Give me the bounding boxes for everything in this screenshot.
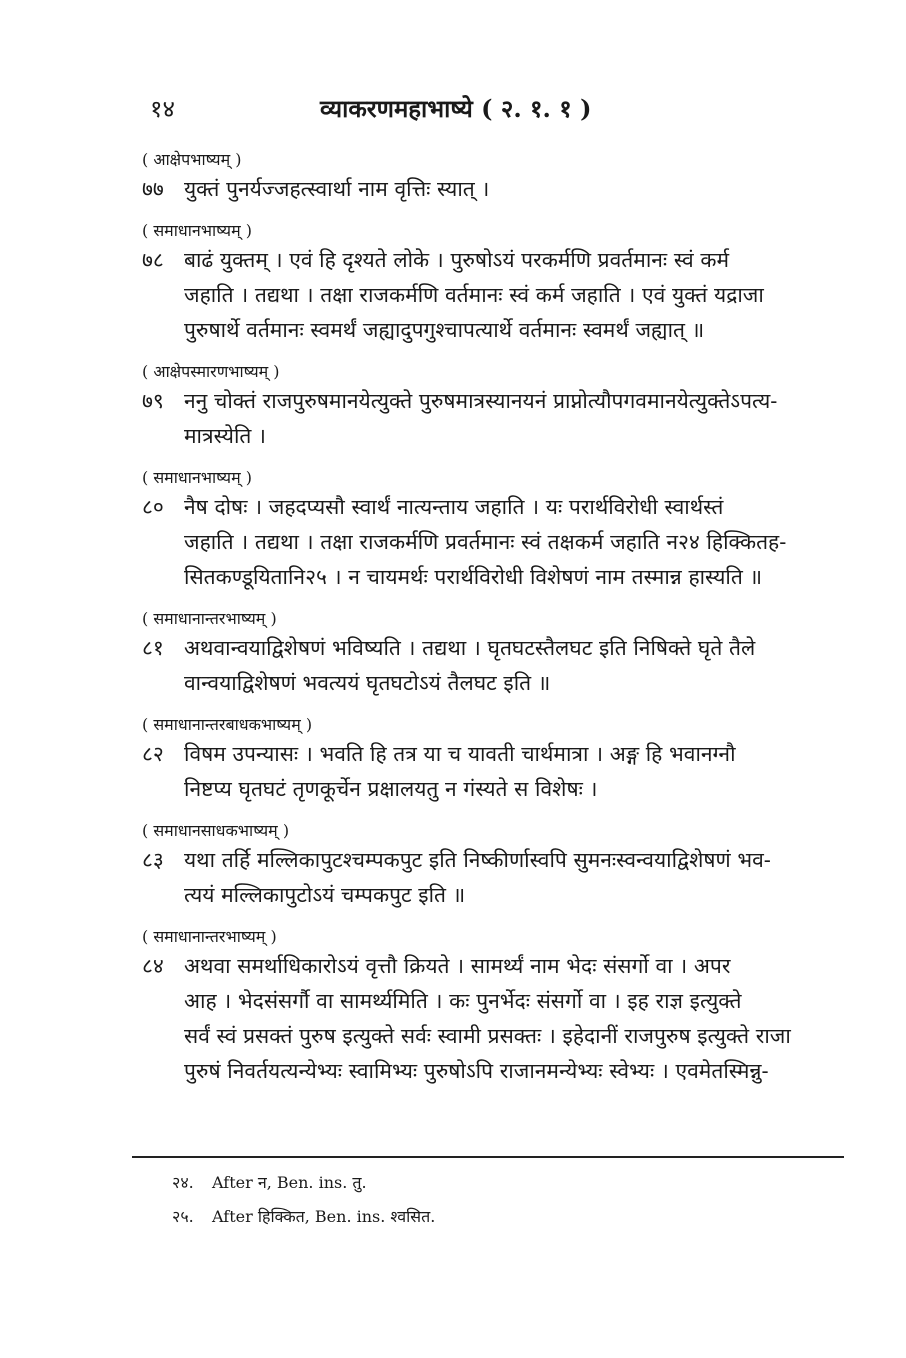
text-line: जहाति । तद्यथा । तक्षा राजकर्मणि वर्तमानः स्वं कर्म जहाति । एवं युक्तं यद्राजा (184, 283, 764, 307)
text-line: यथा तर्हि मल्लिकापुटश्चम्पकपुट इति निष्कीर्णास्वपि सुमनःस्वन्वयाद्विशेषणं भव- (184, 848, 771, 872)
text-line: ननु चोक्तं राजपुरुषमानयेत्युक्ते पुरुषमात्रस्यानयनं प्राप्नोत्यौपगवमानयेत्युक्तेऽपत्य- (184, 389, 778, 413)
footnote-number: २४. (172, 1173, 194, 1192)
section-label: ( समाधानभाष्यम् ) (142, 221, 252, 240)
section-label: ( आक्षेपभाष्यम् ) (142, 150, 242, 169)
text-line: त्ययं मल्लिकापुटोऽयं चम्पकपुट इति ॥ (184, 883, 466, 907)
text-line: सर्वं स्वं प्रसक्तं पुरुष इत्युक्ते सर्वः स्वामी प्रसक्तः । इहेदानीं राजपुरुष इत्युक्ते राजा (184, 1024, 791, 1048)
paragraph-number: ७९ (142, 389, 164, 413)
commentary-paragraph (142, 384, 842, 454)
commentary-paragraph (142, 737, 842, 807)
text-line: मात्रस्येति । (184, 424, 266, 448)
paragraph-number: ८१ (142, 636, 164, 660)
footnote-text: After हिक्कित, Ben. ins. श्वसित. (212, 1207, 436, 1226)
footnote (172, 1166, 832, 1200)
paragraph-text (184, 949, 842, 1089)
paragraph-number: ७७ (142, 177, 164, 201)
running-head: व्याकरणमहाभाष्ये ( २. १. १ ) (320, 94, 592, 123)
commentary-paragraph (142, 172, 842, 207)
text-line: अथवान्वयाद्विशेषणं भविष्यति । तद्यथा । घृतघटस्तैलघट इति निषिक्ते घृते तैले (184, 636, 756, 660)
paragraph-text (184, 737, 842, 807)
page-header (150, 92, 840, 128)
paragraph-text (184, 631, 842, 701)
paragraph-text (184, 384, 842, 454)
footnote-number: २५. (172, 1207, 194, 1226)
paragraph-text (184, 243, 842, 348)
section-label: ( आक्षेपस्मारणभाष्यम् ) (142, 362, 280, 381)
commentary-paragraph (142, 490, 842, 595)
commentary-paragraph (142, 843, 842, 913)
text-line: वान्वयाद्विशेषणं भवत्ययं घृतघटोऽयं तैलघट इति ॥ (184, 671, 551, 695)
section-label: ( समाधानान्तरभाष्यम् ) (142, 927, 277, 946)
paragraph-number: ८० (142, 495, 164, 519)
text-line: युक्तं पुनर्यज्जहत्स्वार्था नाम वृत्तिः स्यात् । (184, 177, 490, 201)
commentary-paragraph (142, 949, 842, 1089)
text-line: बाढं युक्तम् । एवं हि दृश्यते लोके । पुरुषोऽयं परकर्मणि प्रवर्तमानः स्वं कर्म (184, 248, 730, 272)
text-line: अथवा समर्थाधिकारोऽयं वृत्तौ क्रियते । सामर्थ्यं नाम भेदः संसर्गो वा । अपर (184, 954, 731, 978)
section-label: ( समाधानान्तरबाधकभाष्यम् ) (142, 715, 313, 734)
paragraph-number: ७८ (142, 248, 164, 272)
text-line: आह । भेदसंसर्गौ वा सामर्थ्यमिति । कः पुनर्भेदः संसर्गो वा । इह राज्ञ इत्युक्ते (184, 989, 742, 1013)
footnote-divider (132, 1156, 844, 1158)
page-number: १४ (150, 95, 175, 123)
section-label: ( समाधानसाधकभाष्यम् ) (142, 821, 290, 840)
paragraph-text (184, 172, 842, 207)
footnote-text: After न, Ben. ins. तु. (212, 1173, 367, 1192)
text-line: पुरुषार्थे वर्तमानः स्वमर्थं जह्यादुपगुश्चापत्यार्थे वर्तमानः स्वमर्थं जह्यात् ॥ (184, 318, 705, 342)
paragraph-number: ८४ (142, 954, 164, 978)
paragraph-number: ८२ (142, 742, 164, 766)
text-line: पुरुषं निवर्तयत्यन्येभ्यः स्वामिभ्यः पुरुषोऽपि राजानमन्येभ्यः स्वेभ्यः । एवमेतस्मिन्नु- (184, 1059, 769, 1083)
section-label: ( समाधानान्तरभाष्यम् ) (142, 609, 277, 628)
section-label: ( समाधानभाष्यम् ) (142, 468, 252, 487)
text-line: जहाति । तद्यथा । तक्षा राजकर्मणि प्रवर्तमानः स्वं तक्षकर्म जहाति न२४ हिक्कितह- (184, 530, 787, 554)
text-line: निष्टप्य घृतघटं तृणकूर्चेन प्रक्षालयतु न गंस्यते स विशेषः । (184, 777, 598, 801)
paragraph-text (184, 843, 842, 913)
footnote (172, 1200, 832, 1234)
page-body (142, 148, 842, 1101)
commentary-paragraph (142, 631, 842, 701)
text-line: सितकण्डूयितानि२५ । न चायमर्थः परार्थविरोधी विशेषणं नाम तस्मान्न हास्यति ॥ (184, 565, 763, 589)
paragraph-text (184, 490, 842, 595)
commentary-paragraph (142, 243, 842, 348)
paragraph-number: ८३ (142, 848, 164, 872)
text-line: विषम उपन्यासः । भवति हि तत्र या च यावती चार्थमात्रा । अङ्ग हि भवानग्नौ (184, 742, 736, 766)
text-line: नैष दोषः । जहदप्यसौ स्वार्थं नात्यन्ताय जहाति । यः परार्थविरोधी स्वार्थस्तं (184, 495, 724, 519)
footnotes (172, 1166, 832, 1234)
